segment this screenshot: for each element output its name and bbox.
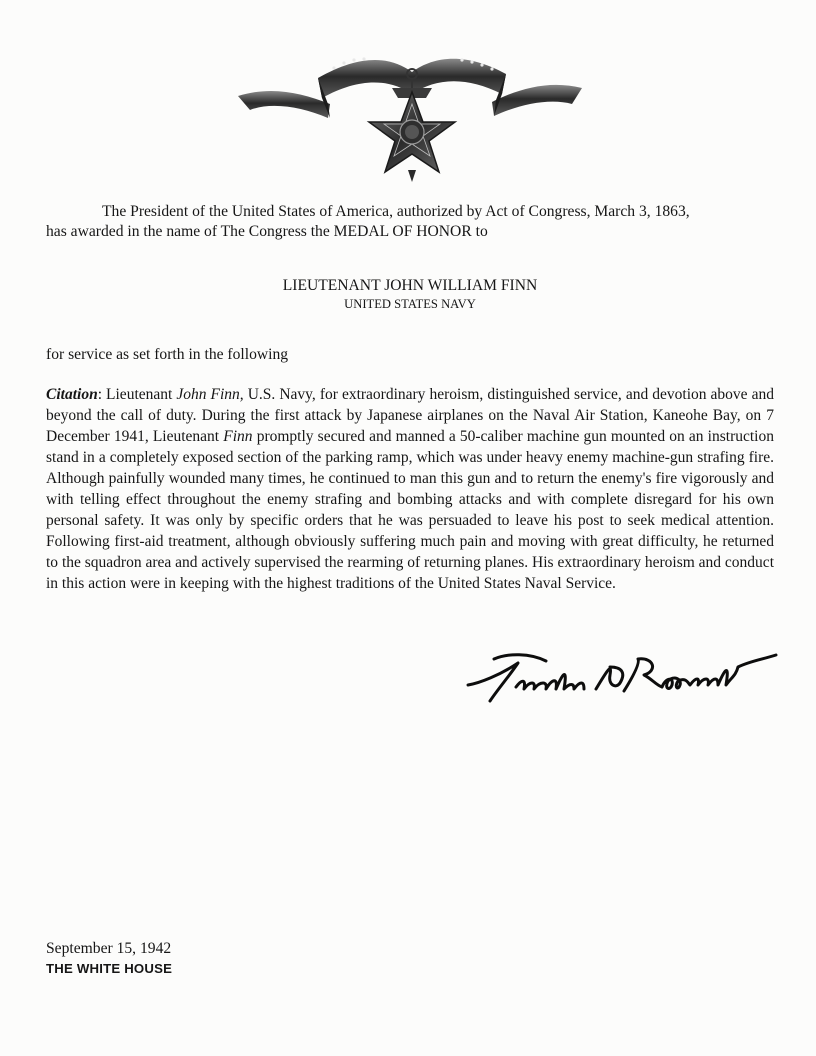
intro-line-2: has awarded in the name of The Congress the MEDAL OF HONOR to <box>46 223 488 240</box>
citation-text-2: U.S. Navy, for extraordinary heroism, distinguished service, and devotion above and beyond the call of duty. During the first attack by Japanese airplanes on the Naval Air Station, Kaneohe Bay, on 7 December 1941, Lieutenant <box>46 386 774 445</box>
presidential-signature <box>460 645 780 707</box>
citation-label: Citation <box>46 386 98 403</box>
recipient-name: LIEUTENANT JOHN WILLIAM FINN <box>282 277 538 294</box>
intro-line-1: The President of the United States of America, authorized by Act of Congress, March 3, 1863, <box>102 203 690 220</box>
citation-name-1: John Finn, <box>176 386 244 403</box>
service-phrase: for service as set forth in the following <box>46 346 289 363</box>
citation-name-2: Finn <box>223 428 253 445</box>
medal-of-honor-icon <box>230 44 590 186</box>
signing-place: THE WHITE HOUSE <box>46 961 173 976</box>
citation-text-3: promptly secured and manned a 50-caliber machine gun mounted on an instruction stand in a completely exposed section of the parking ramp, which was under heavy enemy machine-gun strafing fire. Although painfully wounded many times, he continued to man this gun and to return the enemy's fire vigorously and with telling effect throughout the enemy strafing and bombing attacks and with complete disregard for his own personal safety. It was only by specific orders that he was persuaded to leave his post to seek medical attention. Following first-aid treatment, although obviously suffering much pain and moving with great difficulty, he returned to the squadron area and actively supervised the rearming of returning planes. His extraordinary heroism and conduct in this action were in keeping with the highest traditions of the United States Naval Service. <box>46 428 774 592</box>
recipient-service-branch: UNITED STATES NAVY <box>344 297 476 311</box>
citation-text-1: : Lieutenant <box>97 386 177 403</box>
signing-date: September 15, 1942 <box>46 940 172 957</box>
citation-paragraph <box>46 384 774 594</box>
